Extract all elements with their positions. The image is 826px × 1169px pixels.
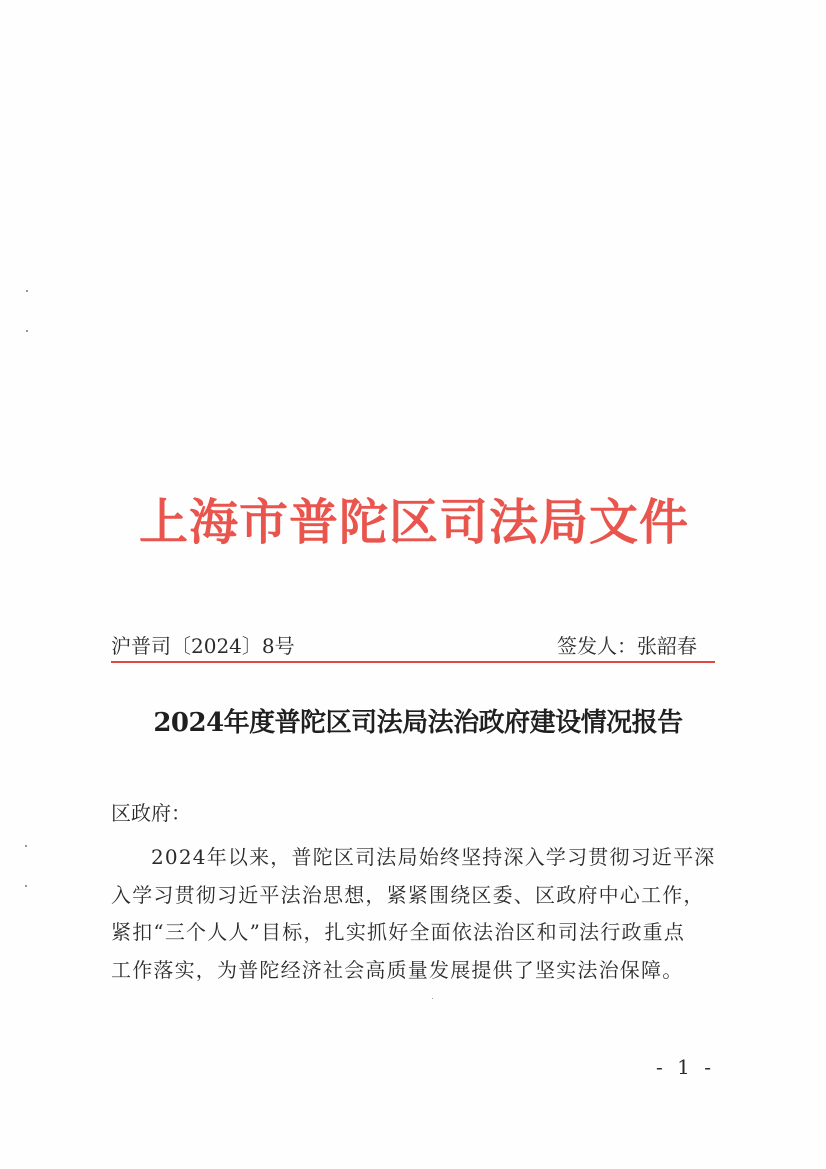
scan-speck [25, 885, 27, 887]
issuer-header: 上海市普陀区司法局文件 [138, 493, 689, 551]
document-meta-row [111, 632, 717, 662]
signer: 签发人：张韶春 [557, 634, 697, 658]
body-line: 2024年以来，普陀区司法局始终坚持深入学习贯彻习近平深 [151, 845, 716, 869]
salutation: 区政府： [111, 801, 191, 825]
scan-speck [26, 290, 28, 292]
red-separator-line [111, 661, 715, 663]
body-paragraph [111, 839, 727, 989]
body-line: 工作落实，为普陀经济社会高质量发展提供了坚实法治保障。 [111, 957, 684, 982]
page-number: - 1 - [656, 1055, 715, 1079]
scan-speck [25, 845, 27, 847]
scan-speck [432, 998, 433, 999]
body-line: 入学习贯彻习近平法治思想，紧紧围绕区委、区政府中心工作， [111, 882, 705, 907]
body-line: 紧扣“三个人人”目标，扎实抓好全面依法治区和司法行政重点 [111, 920, 686, 944]
document-number: 沪普司〔2024〕8号 [111, 634, 295, 658]
scan-speck [26, 330, 28, 332]
document-title: 2024年度普陀区司法局法治政府建设情况报告 [153, 708, 683, 738]
